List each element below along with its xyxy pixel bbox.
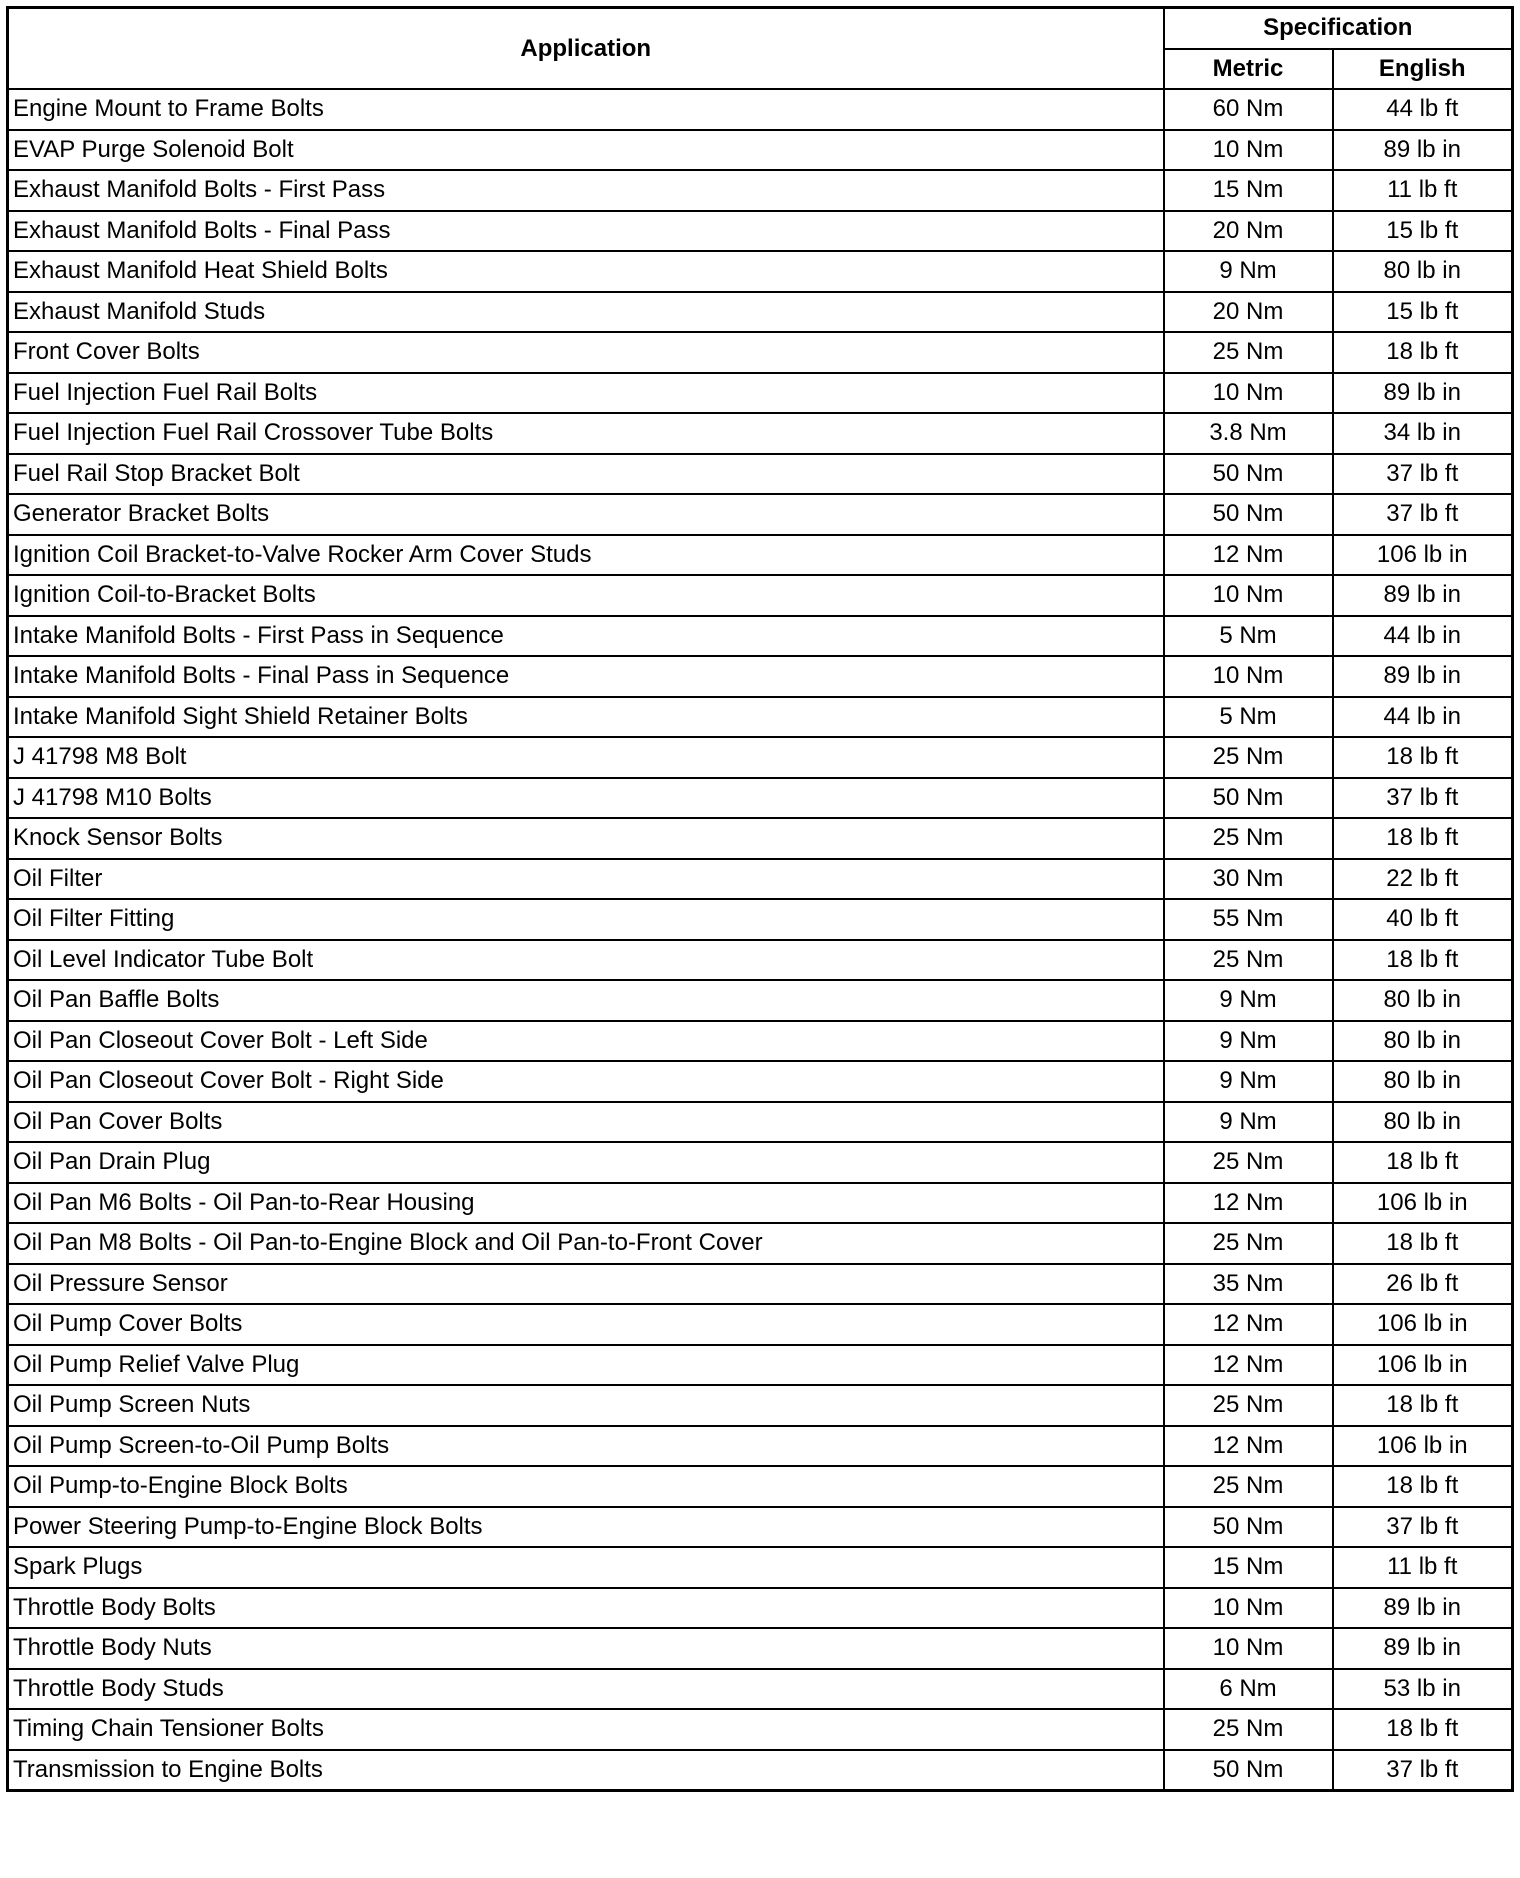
application-cell: Front Cover Bolts: [8, 332, 1164, 373]
metric-cell: 12 Nm: [1164, 1304, 1333, 1345]
application-cell: Oil Filter: [8, 859, 1164, 900]
table-body: [8, 89, 1513, 1791]
metric-cell: 25 Nm: [1164, 332, 1333, 373]
application-cell: Power Steering Pump-to-Engine Block Bolts: [8, 1507, 1164, 1548]
english-cell: 53 lb in: [1333, 1669, 1513, 1710]
table-row: [8, 616, 1513, 657]
application-cell: Oil Pump Screen Nuts: [8, 1385, 1164, 1426]
table-row: [8, 656, 1513, 697]
table-row: [8, 980, 1513, 1021]
english-cell: 18 lb ft: [1333, 940, 1513, 981]
english-cell: 106 lb in: [1333, 1426, 1513, 1467]
table-row: [8, 1142, 1513, 1183]
metric-cell: 12 Nm: [1164, 1183, 1333, 1224]
table-row: [8, 1588, 1513, 1629]
table-row: [8, 332, 1513, 373]
english-cell: 89 lb in: [1333, 656, 1513, 697]
table-row: [8, 1304, 1513, 1345]
table-row: [8, 1183, 1513, 1224]
english-cell: 18 lb ft: [1333, 1466, 1513, 1507]
metric-cell: 50 Nm: [1164, 454, 1333, 495]
english-cell: 89 lb in: [1333, 1628, 1513, 1669]
english-cell: 106 lb in: [1333, 1304, 1513, 1345]
table-row: [8, 535, 1513, 576]
english-cell: 80 lb in: [1333, 980, 1513, 1021]
metric-cell: 50 Nm: [1164, 494, 1333, 535]
table-row: [8, 292, 1513, 333]
application-cell: Exhaust Manifold Bolts - First Pass: [8, 170, 1164, 211]
english-cell: 106 lb in: [1333, 1183, 1513, 1224]
english-cell: 26 lb ft: [1333, 1264, 1513, 1305]
english-cell: 80 lb in: [1333, 1021, 1513, 1062]
table-row: [8, 697, 1513, 738]
metric-cell: 25 Nm: [1164, 818, 1333, 859]
application-cell: Throttle Body Studs: [8, 1669, 1164, 1710]
application-cell: Fuel Injection Fuel Rail Bolts: [8, 373, 1164, 414]
metric-cell: 25 Nm: [1164, 1466, 1333, 1507]
english-cell: 44 lb ft: [1333, 89, 1513, 130]
table-row: [8, 1345, 1513, 1386]
metric-cell: 5 Nm: [1164, 697, 1333, 738]
application-cell: Oil Pan Cover Bolts: [8, 1102, 1164, 1143]
metric-cell: 55 Nm: [1164, 899, 1333, 940]
metric-cell: 25 Nm: [1164, 1385, 1333, 1426]
table-row: [8, 1507, 1513, 1548]
table-row: [8, 818, 1513, 859]
table-row: [8, 859, 1513, 900]
application-cell: Engine Mount to Frame Bolts: [8, 89, 1164, 130]
english-cell: 89 lb in: [1333, 373, 1513, 414]
table-row: [8, 1223, 1513, 1264]
english-cell: 18 lb ft: [1333, 737, 1513, 778]
table-row: [8, 1385, 1513, 1426]
english-cell: 11 lb ft: [1333, 170, 1513, 211]
metric-cell: 20 Nm: [1164, 292, 1333, 333]
table-row: [8, 373, 1513, 414]
table-row: [8, 1669, 1513, 1710]
table-row: [8, 940, 1513, 981]
english-cell: 37 lb ft: [1333, 778, 1513, 819]
application-cell: Oil Pump Cover Bolts: [8, 1304, 1164, 1345]
table-row: [8, 1628, 1513, 1669]
english-cell: 80 lb in: [1333, 1102, 1513, 1143]
application-cell: Oil Pan Closeout Cover Bolt - Left Side: [8, 1021, 1164, 1062]
english-cell: 15 lb ft: [1333, 292, 1513, 333]
metric-cell: 9 Nm: [1164, 1061, 1333, 1102]
metric-cell: 50 Nm: [1164, 1507, 1333, 1548]
metric-cell: 12 Nm: [1164, 1345, 1333, 1386]
metric-cell: 25 Nm: [1164, 1709, 1333, 1750]
table-row: [8, 494, 1513, 535]
header-english: English: [1333, 49, 1513, 90]
application-cell: Throttle Body Nuts: [8, 1628, 1164, 1669]
table-row: [8, 251, 1513, 292]
table-row: [8, 130, 1513, 171]
table-row: [8, 737, 1513, 778]
metric-cell: 10 Nm: [1164, 1588, 1333, 1629]
table-row: [8, 454, 1513, 495]
metric-cell: 15 Nm: [1164, 170, 1333, 211]
application-cell: Knock Sensor Bolts: [8, 818, 1164, 859]
application-cell: EVAP Purge Solenoid Bolt: [8, 130, 1164, 171]
table-row: [8, 1264, 1513, 1305]
english-cell: 89 lb in: [1333, 575, 1513, 616]
metric-cell: 10 Nm: [1164, 656, 1333, 697]
metric-cell: 10 Nm: [1164, 575, 1333, 616]
application-cell: Intake Manifold Sight Shield Retainer Bolts: [8, 697, 1164, 738]
english-cell: 44 lb in: [1333, 616, 1513, 657]
application-cell: Throttle Body Bolts: [8, 1588, 1164, 1629]
english-cell: 80 lb in: [1333, 1061, 1513, 1102]
application-cell: Fuel Injection Fuel Rail Crossover Tube Bolts: [8, 413, 1164, 454]
metric-cell: 5 Nm: [1164, 616, 1333, 657]
application-cell: Oil Pan M6 Bolts - Oil Pan-to-Rear Housing: [8, 1183, 1164, 1224]
table-row: [8, 1750, 1513, 1791]
header-metric: Metric: [1164, 49, 1333, 90]
english-cell: 18 lb ft: [1333, 1709, 1513, 1750]
table-row: [8, 1466, 1513, 1507]
english-cell: 106 lb in: [1333, 1345, 1513, 1386]
metric-cell: 60 Nm: [1164, 89, 1333, 130]
table-row: [8, 1061, 1513, 1102]
english-cell: 18 lb ft: [1333, 332, 1513, 373]
application-cell: Generator Bracket Bolts: [8, 494, 1164, 535]
header-application: Application: [8, 8, 1164, 90]
metric-cell: 25 Nm: [1164, 737, 1333, 778]
application-cell: J 41798 M8 Bolt: [8, 737, 1164, 778]
metric-cell: 25 Nm: [1164, 1142, 1333, 1183]
application-cell: Oil Pan M8 Bolts - Oil Pan-to-Engine Block and Oil Pan-to-Front Cover: [8, 1223, 1164, 1264]
english-cell: 89 lb in: [1333, 130, 1513, 171]
metric-cell: 30 Nm: [1164, 859, 1333, 900]
application-cell: Ignition Coil Bracket-to-Valve Rocker Arm Cover Studs: [8, 535, 1164, 576]
english-cell: 18 lb ft: [1333, 1385, 1513, 1426]
english-cell: 37 lb ft: [1333, 1750, 1513, 1791]
metric-cell: 9 Nm: [1164, 980, 1333, 1021]
english-cell: 18 lb ft: [1333, 818, 1513, 859]
fastener-spec-page: [6, 6, 1511, 1792]
application-cell: Ignition Coil-to-Bracket Bolts: [8, 575, 1164, 616]
metric-cell: 3.8 Nm: [1164, 413, 1333, 454]
english-cell: 22 lb ft: [1333, 859, 1513, 900]
table-row: [8, 170, 1513, 211]
metric-cell: 25 Nm: [1164, 1223, 1333, 1264]
application-cell: Oil Filter Fitting: [8, 899, 1164, 940]
table-header: [8, 8, 1513, 90]
application-cell: Oil Pump Relief Valve Plug: [8, 1345, 1164, 1386]
table-row: [8, 1426, 1513, 1467]
table-row: [8, 1021, 1513, 1062]
english-cell: 89 lb in: [1333, 1588, 1513, 1629]
table-row: [8, 1547, 1513, 1588]
table-row: [8, 413, 1513, 454]
application-cell: Exhaust Manifold Studs: [8, 292, 1164, 333]
metric-cell: 6 Nm: [1164, 1669, 1333, 1710]
english-cell: 80 lb in: [1333, 251, 1513, 292]
metric-cell: 12 Nm: [1164, 1426, 1333, 1467]
english-cell: 40 lb ft: [1333, 899, 1513, 940]
metric-cell: 25 Nm: [1164, 940, 1333, 981]
metric-cell: 20 Nm: [1164, 211, 1333, 252]
application-cell: Intake Manifold Bolts - First Pass in Sequence: [8, 616, 1164, 657]
english-cell: 44 lb in: [1333, 697, 1513, 738]
english-cell: 37 lb ft: [1333, 494, 1513, 535]
table-row: [8, 1709, 1513, 1750]
application-cell: Timing Chain Tensioner Bolts: [8, 1709, 1164, 1750]
header-specification: Specification: [1164, 8, 1513, 49]
application-cell: Fuel Rail Stop Bracket Bolt: [8, 454, 1164, 495]
metric-cell: 10 Nm: [1164, 130, 1333, 171]
metric-cell: 15 Nm: [1164, 1547, 1333, 1588]
metric-cell: 9 Nm: [1164, 251, 1333, 292]
table-row: [8, 899, 1513, 940]
english-cell: 106 lb in: [1333, 535, 1513, 576]
english-cell: 34 lb in: [1333, 413, 1513, 454]
application-cell: Oil Pan Drain Plug: [8, 1142, 1164, 1183]
fastener-spec-table: [6, 6, 1514, 1792]
table-row: [8, 778, 1513, 819]
application-cell: Exhaust Manifold Bolts - Final Pass: [8, 211, 1164, 252]
english-cell: 11 lb ft: [1333, 1547, 1513, 1588]
application-cell: Oil Pump Screen-to-Oil Pump Bolts: [8, 1426, 1164, 1467]
application-cell: Transmission to Engine Bolts: [8, 1750, 1164, 1791]
metric-cell: 50 Nm: [1164, 1750, 1333, 1791]
application-cell: J 41798 M10 Bolts: [8, 778, 1164, 819]
english-cell: 18 lb ft: [1333, 1223, 1513, 1264]
table-row: [8, 89, 1513, 130]
application-cell: Oil Pan Closeout Cover Bolt - Right Side: [8, 1061, 1164, 1102]
english-cell: 37 lb ft: [1333, 1507, 1513, 1548]
application-cell: Oil Level Indicator Tube Bolt: [8, 940, 1164, 981]
application-cell: Oil Pump-to-Engine Block Bolts: [8, 1466, 1164, 1507]
application-cell: Oil Pan Baffle Bolts: [8, 980, 1164, 1021]
metric-cell: 35 Nm: [1164, 1264, 1333, 1305]
metric-cell: 9 Nm: [1164, 1021, 1333, 1062]
application-cell: Intake Manifold Bolts - Final Pass in Sequence: [8, 656, 1164, 697]
table-row: [8, 1102, 1513, 1143]
table-row: [8, 575, 1513, 616]
metric-cell: 10 Nm: [1164, 1628, 1333, 1669]
english-cell: 15 lb ft: [1333, 211, 1513, 252]
table-row: [8, 211, 1513, 252]
application-cell: Exhaust Manifold Heat Shield Bolts: [8, 251, 1164, 292]
metric-cell: 12 Nm: [1164, 535, 1333, 576]
english-cell: 18 lb ft: [1333, 1142, 1513, 1183]
english-cell: 37 lb ft: [1333, 454, 1513, 495]
metric-cell: 10 Nm: [1164, 373, 1333, 414]
application-cell: Oil Pressure Sensor: [8, 1264, 1164, 1305]
metric-cell: 50 Nm: [1164, 778, 1333, 819]
metric-cell: 9 Nm: [1164, 1102, 1333, 1143]
application-cell: Spark Plugs: [8, 1547, 1164, 1588]
